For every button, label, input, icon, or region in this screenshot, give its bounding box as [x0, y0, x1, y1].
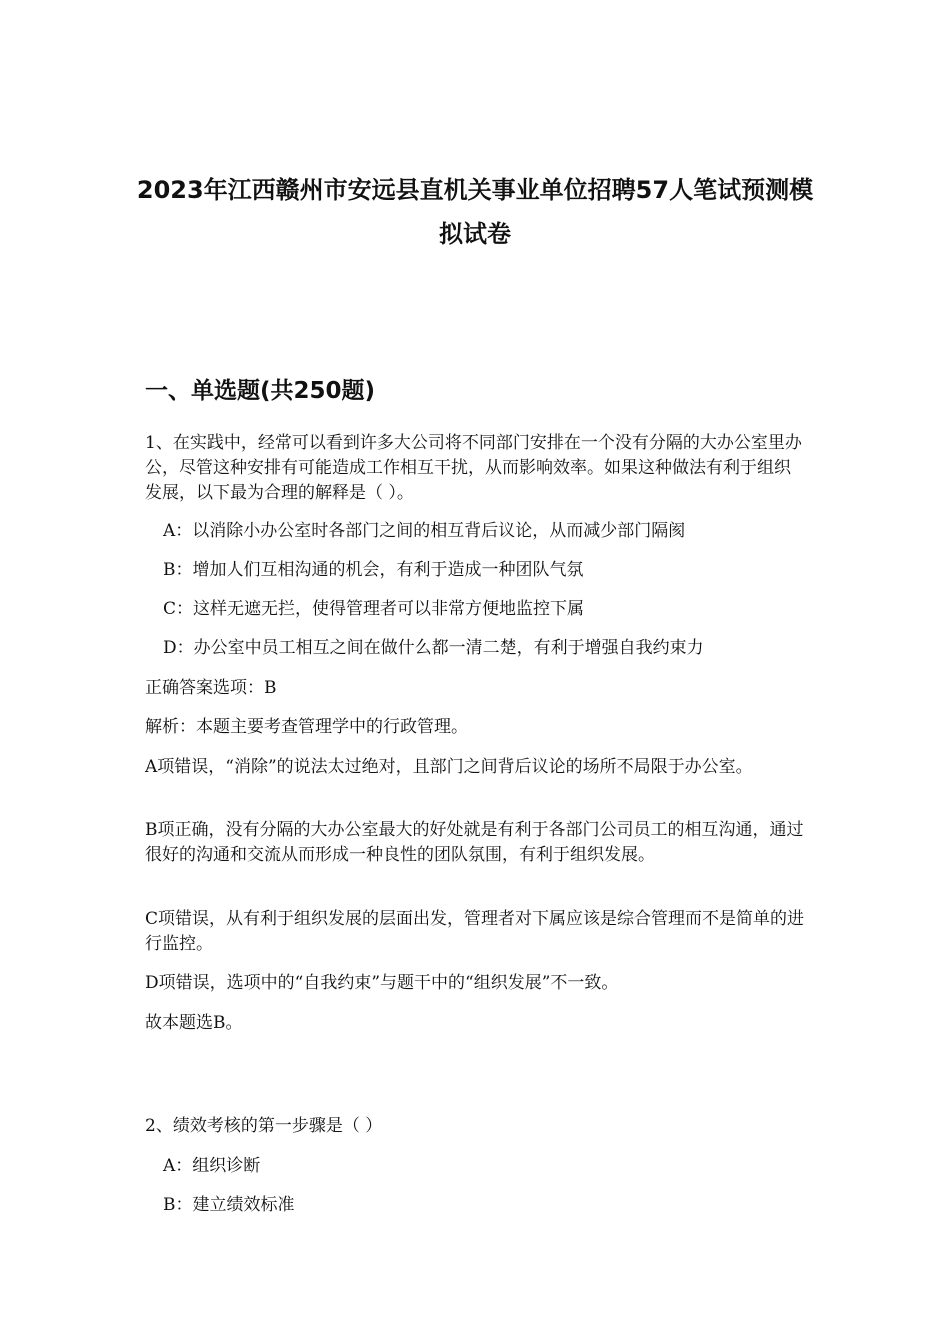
question-1-analysis-a: A项错误，“消除”的说法太过绝对，且部门之间背后议论的场所不局限于办公室。	[145, 757, 753, 777]
question-1-option-d: D：办公室中员工相互之间在做什么都一清二楚，有利于增强自我约束力	[163, 638, 704, 658]
section-heading: 一、单选题(共250题)	[145, 378, 376, 404]
question-1-option-b: B：增加人们互相沟通的机会，有利于造成一种团队气氛	[163, 560, 584, 580]
question-2-option-a: A：组织诊断	[163, 1156, 261, 1176]
question-2-option-b: B：建立绩效标准	[163, 1195, 295, 1215]
question-2-stem: 2、绩效考核的第一步骤是（ ）	[145, 1116, 383, 1136]
question-1-analysis-b: B项正确，没有分隔的大办公室最大的好处就是有利于各部门公司员工的相互沟通，通过很好的沟通和交流从而形成一种良性的团队氛围，有利于组织发展。	[145, 820, 804, 865]
question-1-analysis-c: C项错误，从有利于组织发展的层面出发，管理者对下属应该是综合管理而不是简单的进行监控。	[145, 909, 805, 954]
question-1-analysis-d: D项错误，选项中的“自我约束”与题干中的“组织发展”不一致。	[145, 973, 619, 993]
question-1-analysis-intro: 解析：本题主要考查管理学中的行政管理。	[145, 717, 468, 737]
question-1-answer: 正确答案选项：B	[145, 678, 277, 698]
question-1-conclusion: 故本题选B。	[145, 1013, 243, 1033]
document-title: 2023年江西赣州市安远县直机关事业单位招聘57人笔试预测模拟试卷	[136, 176, 814, 248]
question-1-option-a: A：以消除小办公室时各部门之间的相互背后议论，从而减少部门隔阂	[163, 521, 686, 541]
question-1-option-c: C：这样无遮无拦，使得管理者可以非常方便地监控下属	[163, 599, 585, 619]
question-1-stem: 1、在实践中，经常可以看到许多大公司将不同部门安排在一个没有分隔的大办公室里办公，尽管这种安排有可能造成工作相互干扰，从而影响效率。如果这种做法有利于组织发展，以下最为合理的解释是（ ）。	[145, 433, 802, 503]
